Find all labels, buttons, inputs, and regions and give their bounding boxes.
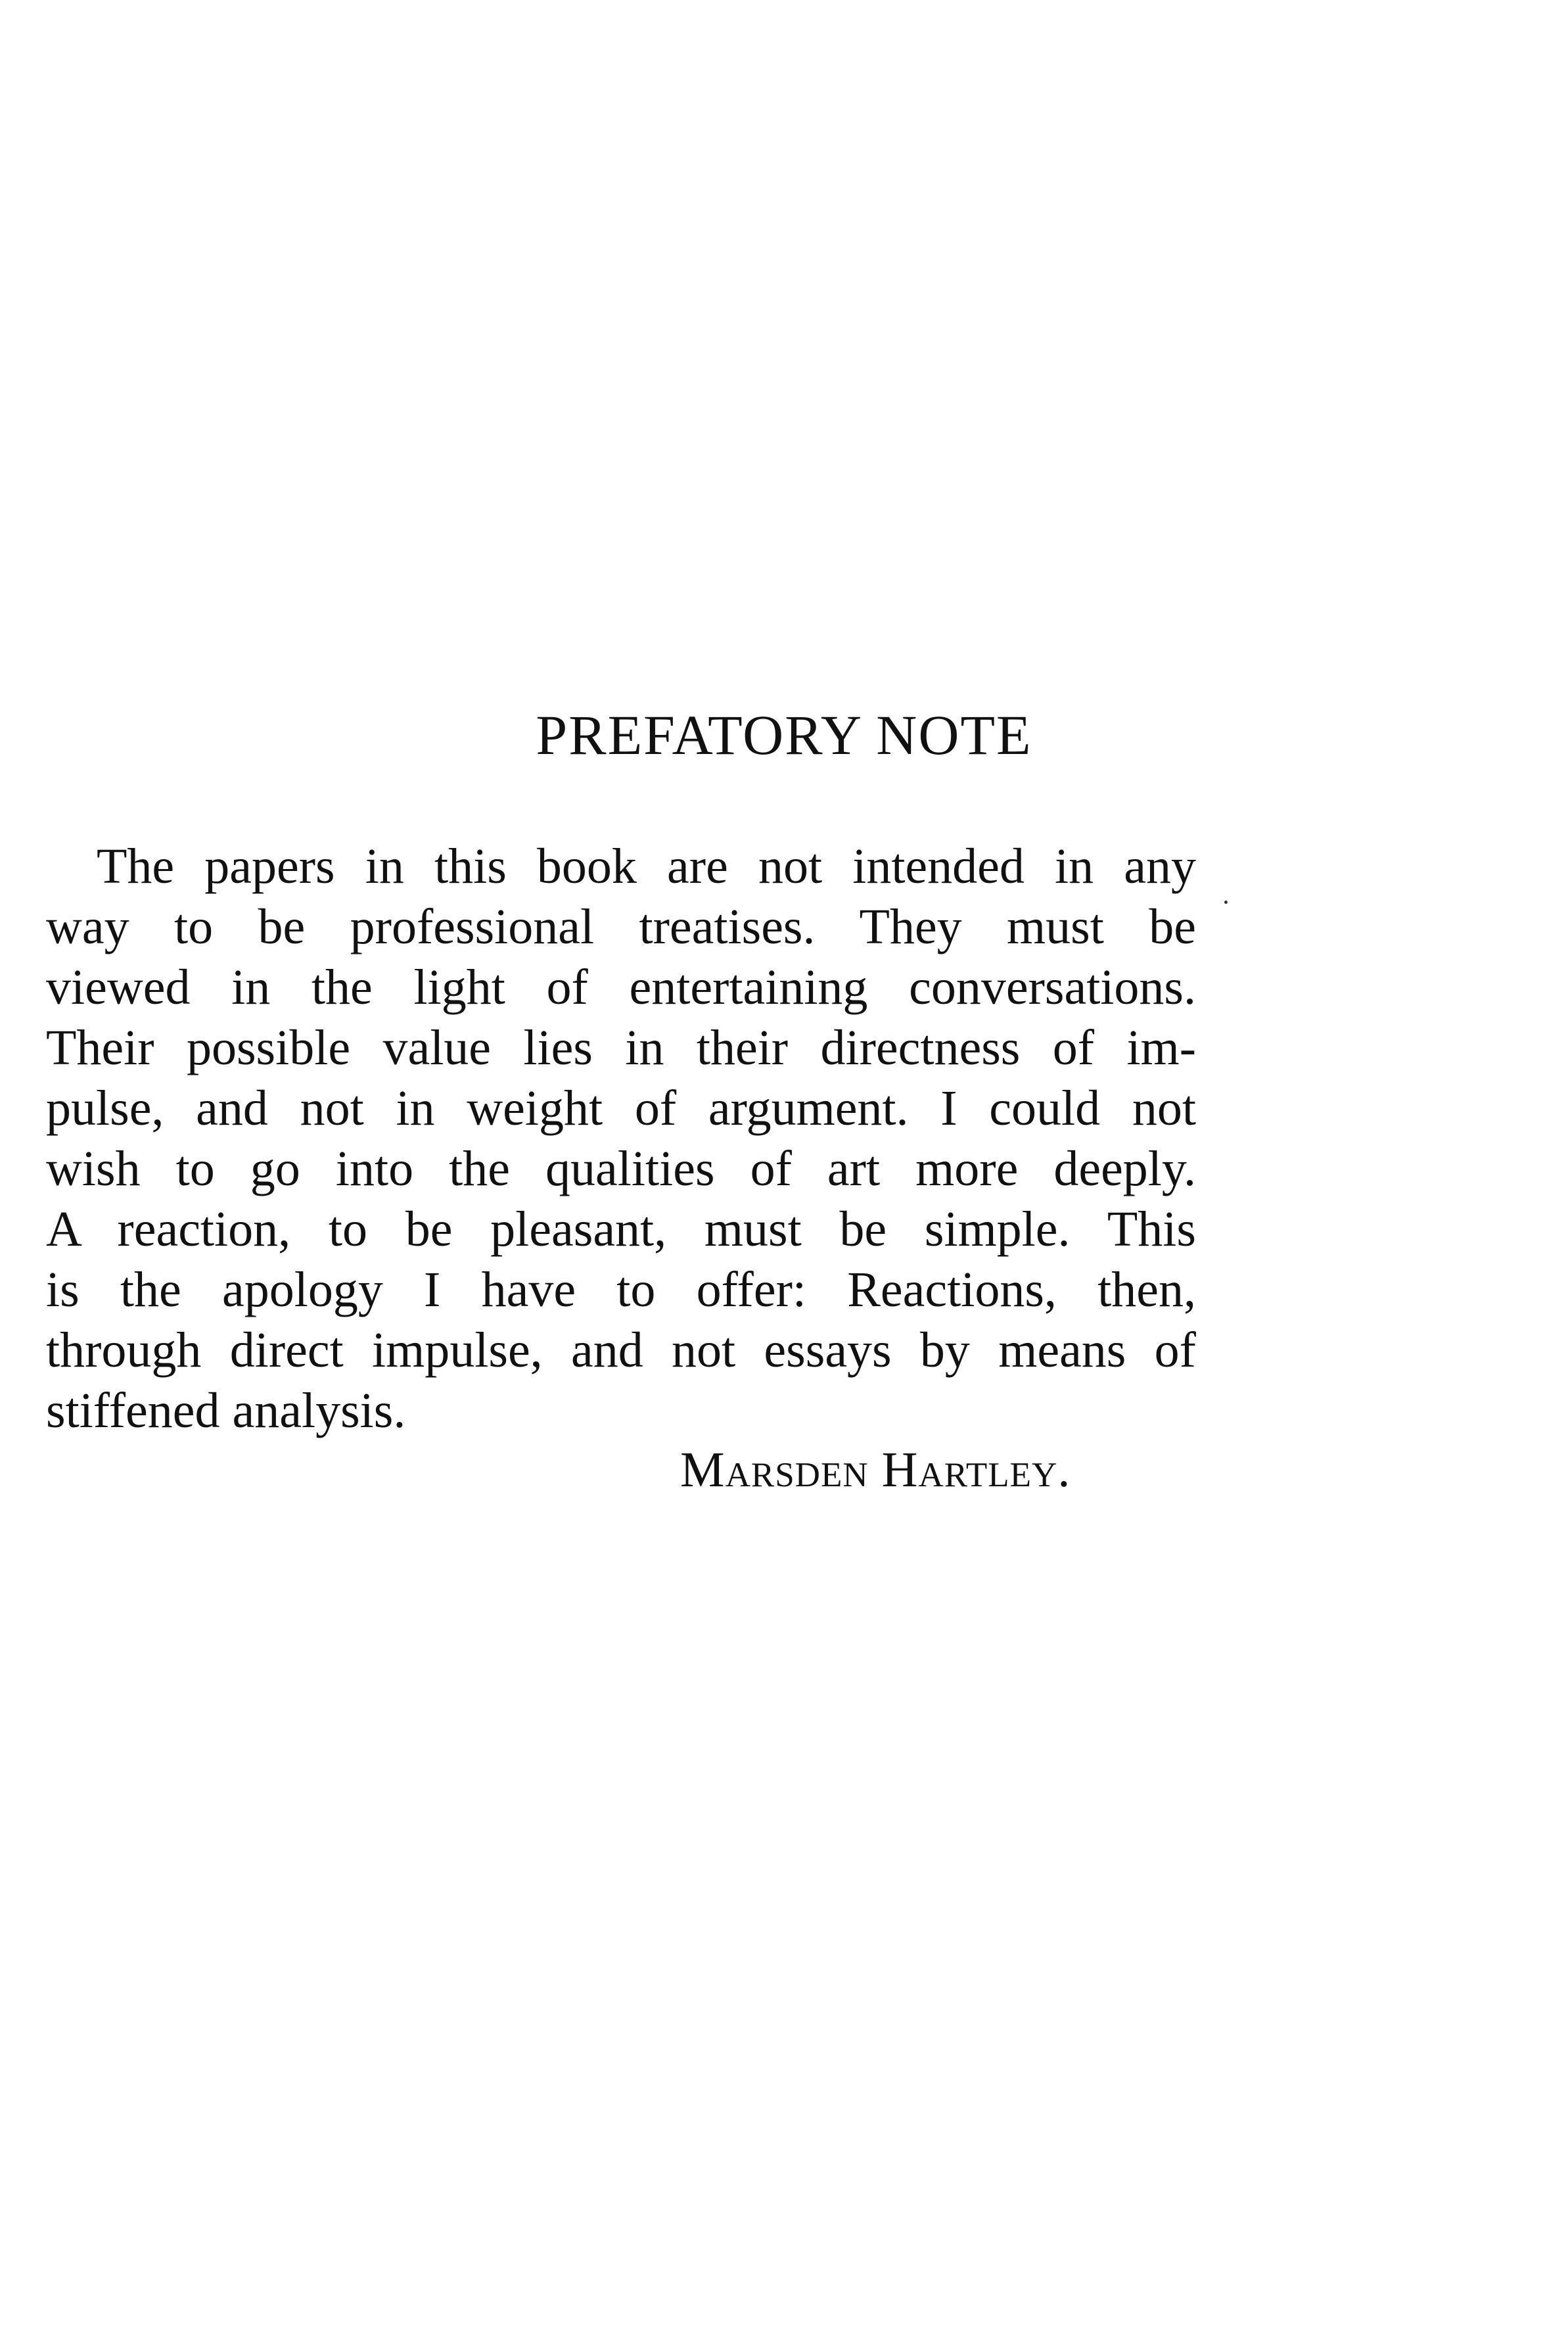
page-title: PREFATORY NOTE <box>536 703 1032 766</box>
text-line-3: viewed in the light of entertaining conversations. <box>46 960 1196 1015</box>
text-line-6: wish to go into the qualities of art more deeply. <box>46 1141 1196 1196</box>
author-signature: Marsden Hartley. <box>680 1442 1071 1497</box>
ink-speck <box>1224 901 1228 904</box>
text-line-8: is the apology I have to offer: Reactions, then, <box>46 1262 1196 1317</box>
text-line-4: Their possible value lies in their directness of im- <box>46 1020 1196 1075</box>
text-line-7: A reaction, to be pleasant, must be simple. This <box>46 1202 1196 1257</box>
text-line-2: way to be professional treatises. They must be <box>46 899 1196 954</box>
prefatory-note-text <box>46 836 1196 1441</box>
text-line-5: pulse, and not in weight of argument. I could not <box>46 1081 1196 1136</box>
text-line-10: stiffened analysis. <box>46 1383 406 1438</box>
text-line-1: The papers in this book are not intended in any <box>97 839 1196 894</box>
text-line-9: through direct impulse, and not essays by means of <box>46 1323 1196 1378</box>
